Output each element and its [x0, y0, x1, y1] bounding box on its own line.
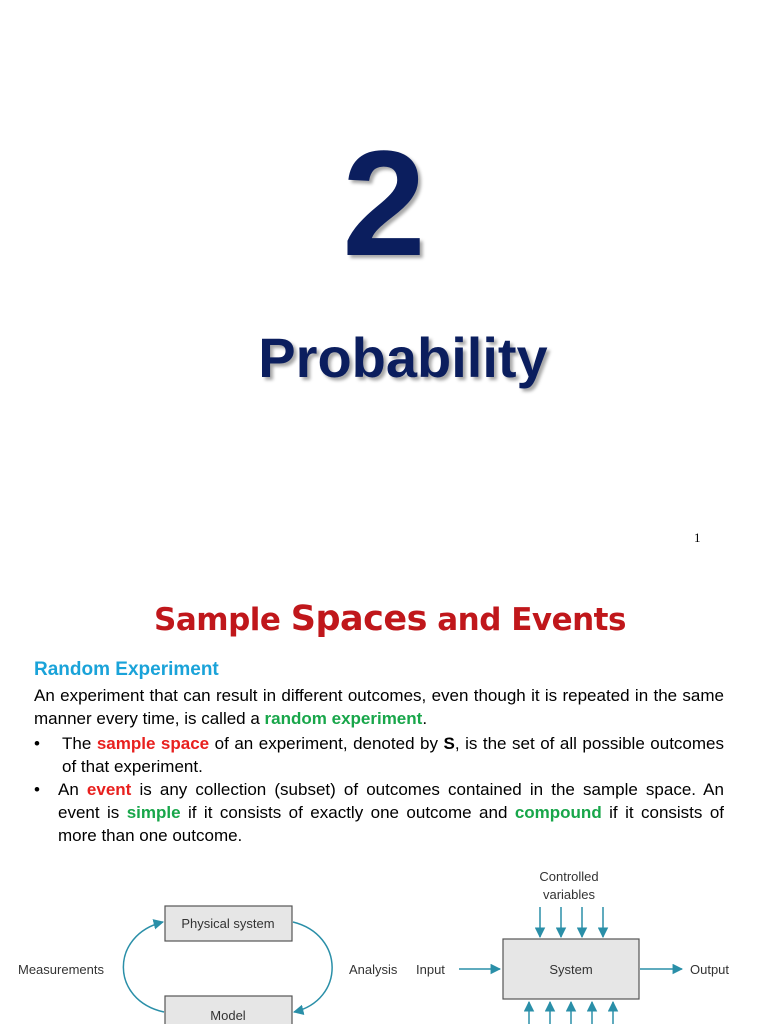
- system-diagram: [416, 869, 729, 1024]
- page-number: 1: [694, 530, 701, 545]
- bullet-mark: •: [34, 780, 40, 799]
- chapter-title: Probability: [258, 326, 548, 389]
- controlled-label-2: variables: [542, 887, 596, 902]
- bullet2-text-c: if it consists of exactly one outcome and: [180, 803, 515, 822]
- sample-space-term: sample space: [96, 734, 210, 753]
- slide-title: [0, 600, 768, 639]
- model-label: Model: [210, 1008, 246, 1023]
- controlled-label-1: Controlled: [539, 869, 599, 884]
- input-label: Input: [416, 962, 445, 977]
- bullet1-text-b: of an experiment, denoted by: [209, 734, 444, 753]
- bullet-mark: •: [34, 734, 40, 753]
- intro-highlight: random experiment: [264, 709, 423, 728]
- bullet-list: [34, 732, 724, 847]
- diagrams: [0, 860, 768, 1024]
- simple-term: simple: [126, 803, 181, 822]
- intro-end: .: [422, 709, 428, 728]
- bullet-text: [62, 732, 724, 778]
- physical-system-label: Physical system: [181, 916, 275, 931]
- section-heading: Random Experiment: [34, 659, 219, 680]
- measurements-label: Measurements: [18, 962, 104, 977]
- compound-term: compound: [514, 803, 602, 822]
- system-label: System: [549, 962, 593, 977]
- bullet-event: [34, 778, 724, 847]
- set-symbol: S: [443, 734, 455, 753]
- chapter-number: 2: [342, 119, 426, 287]
- intro-text: An experiment that can result in different outcomes, even though it is repeated in the same manner every time, is called a: [34, 686, 724, 728]
- title-part-1: Sample: [154, 602, 291, 638]
- bullet2-text-d: if it consists of more than one outcome.: [58, 803, 725, 845]
- measurements-arrow: [123, 922, 164, 1012]
- title-part-3: and Events: [426, 602, 626, 638]
- intro-paragraph: [34, 684, 724, 730]
- bullet2-text-a: An: [58, 780, 87, 799]
- bullet2-text-b: is any collection (subset) of outcomes contained in the sample space. An event is: [58, 780, 724, 822]
- event-term: event: [86, 780, 132, 799]
- analysis-label: Analysis: [349, 962, 398, 977]
- analysis-arrow: [293, 922, 332, 1012]
- title-part-2: Spaces: [290, 599, 427, 639]
- output-label: Output: [690, 962, 730, 977]
- bullet-sample-space: [34, 732, 724, 778]
- bullet-text: [58, 778, 724, 847]
- model-cycle-diagram: [18, 906, 398, 1024]
- bullet1-text-c: , is the set of all possible outcomes of that experiment.: [62, 734, 724, 776]
- bullet1-text-a: The: [62, 734, 97, 753]
